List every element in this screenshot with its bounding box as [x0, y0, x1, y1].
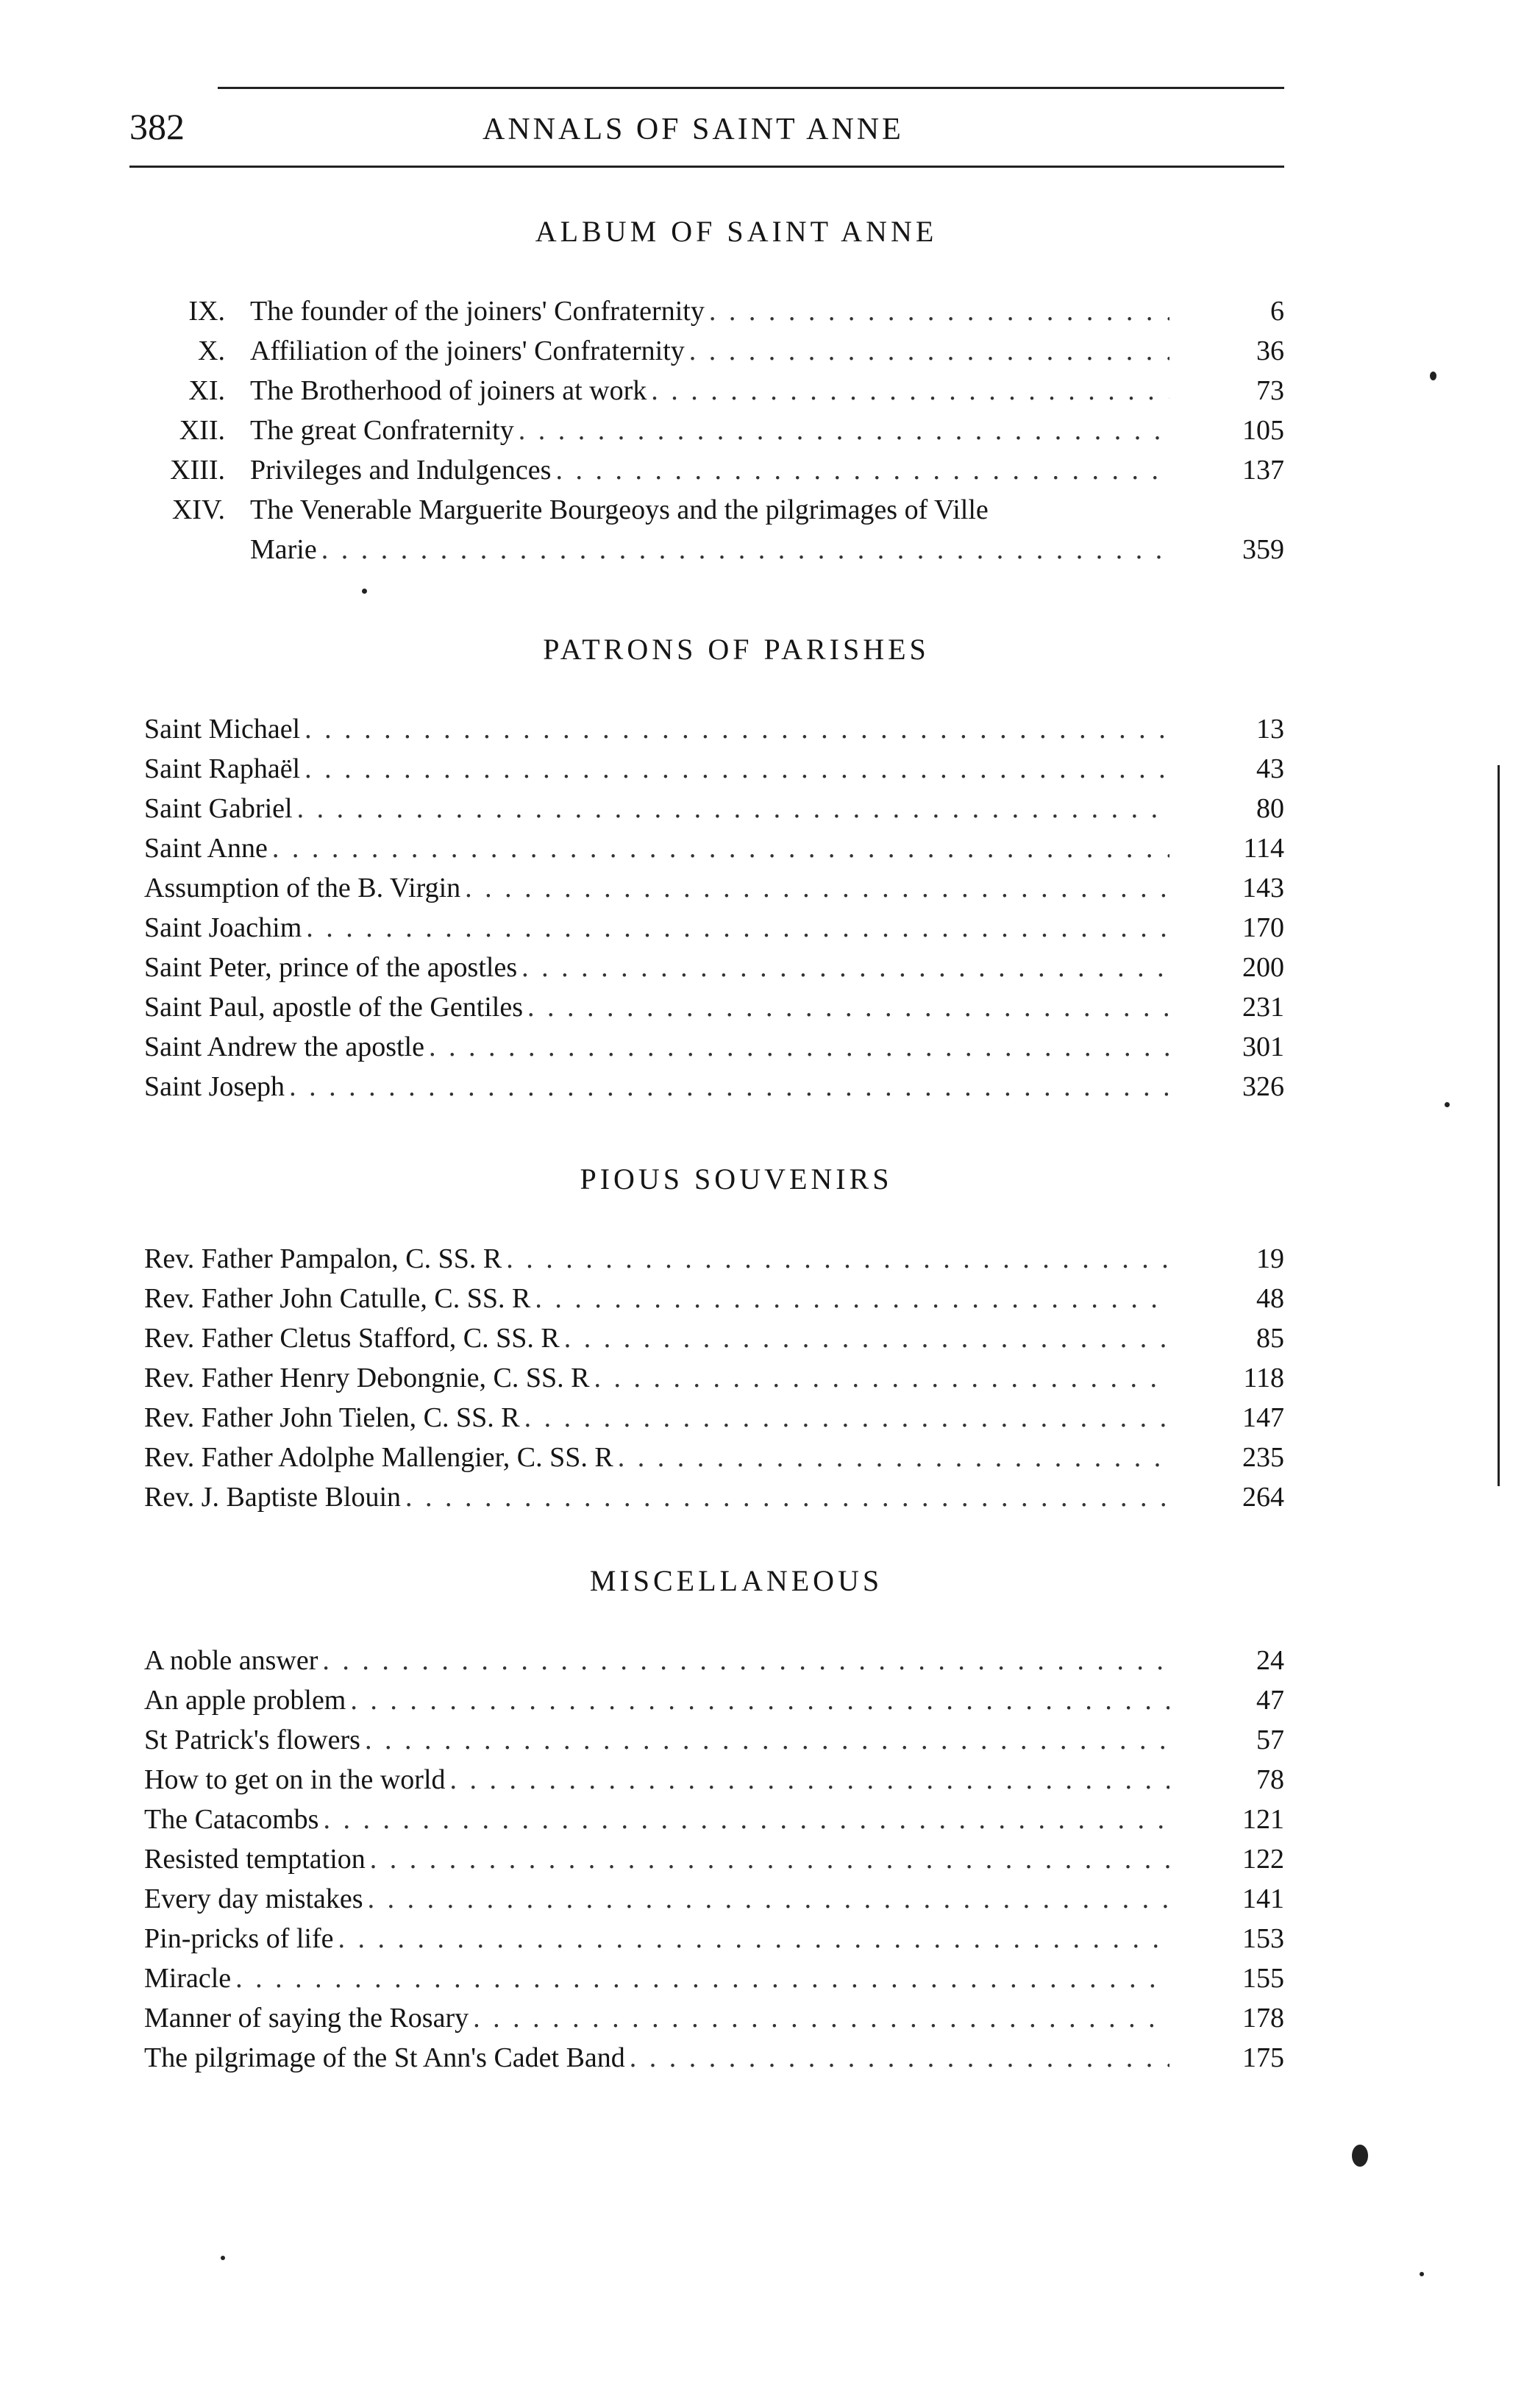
entry-page: 231 [1242, 992, 1284, 1023]
entry-title: Rev. Father Henry Debongnie, C. SS. R [144, 1363, 590, 1393]
ink-speck [1420, 2272, 1424, 2276]
entry-page: 6 [1270, 296, 1284, 327]
toc-entry[interactable] [144, 1998, 1284, 2038]
page-edge-rule [1498, 765, 1500, 1486]
entry-title: Assumption of the B. Virgin [144, 873, 461, 903]
entry-page: 175 [1242, 2042, 1284, 2073]
dot-leader [370, 1839, 1169, 1879]
toc-entry[interactable] [144, 868, 1284, 908]
entry-title-continued: Marie [250, 534, 317, 565]
running-head [129, 87, 1284, 168]
entry-title: The great Confraternity [250, 415, 514, 446]
dot-leader [564, 1318, 1169, 1358]
dot-leader [473, 1998, 1169, 2038]
toc-entry[interactable] [144, 371, 1284, 411]
ink-speck [1445, 1102, 1450, 1107]
dot-leader [521, 948, 1169, 987]
entry-title: The Catacombs [144, 1804, 319, 1835]
entry-page: 73 [1256, 375, 1284, 406]
entry-numeral: IX. [188, 296, 225, 327]
dot-leader [365, 1720, 1169, 1760]
entry-page: 47 [1256, 1685, 1284, 1716]
dot-leader [651, 371, 1169, 411]
toc-entry[interactable] [144, 1641, 1284, 1680]
toc-entry[interactable] [144, 1398, 1284, 1438]
entry-title: Manner of saying the Rosary [144, 2003, 469, 2034]
toc-entry[interactable] [144, 1958, 1284, 1998]
entry-page: 153 [1242, 1923, 1284, 1954]
dot-leader [506, 1239, 1169, 1279]
toc-entry[interactable] [144, 1720, 1284, 1760]
entry-page: 178 [1242, 2003, 1284, 2034]
page-number: 382 [129, 106, 185, 147]
toc-entry[interactable] [144, 1279, 1284, 1318]
entry-title: An apple problem [144, 1685, 346, 1716]
entry-title: The Venerable Marguerite Bourgeoys and the pilgrimages of Ville [250, 494, 989, 525]
toc-entry[interactable] [144, 1760, 1284, 1800]
section-heading: PATRONS OF PARISHES [543, 633, 930, 666]
entry-page: 326 [1242, 1071, 1284, 1102]
toc-entry[interactable] [144, 450, 1284, 490]
toc-entry[interactable] [144, 749, 1284, 789]
dot-leader [305, 749, 1169, 789]
entry-title: Saint Michael [144, 714, 301, 745]
ink-speck [221, 2256, 225, 2260]
section-pious-souvenirs [144, 1161, 1284, 1517]
dot-leader [555, 450, 1169, 490]
toc-entry[interactable] [144, 1800, 1284, 1839]
entry-title: Saint Peter, prince of the apostles [144, 952, 518, 983]
toc-entry[interactable] [144, 411, 1284, 450]
entry-title: A noble answer [144, 1645, 318, 1676]
entry-page: 137 [1242, 455, 1284, 486]
dot-leader [272, 828, 1169, 868]
dot-leader [524, 1398, 1169, 1438]
entry-title: The Brotherhood of joiners at work [250, 375, 647, 406]
entry-title: The pilgrimage of the St Ann's Cadet Band [144, 2042, 625, 2073]
toc-entry[interactable] [144, 789, 1284, 828]
entry-title: Saint Paul, apostle of the Gentiles [144, 992, 524, 1023]
entry-title: Rev. Father Pampalon, C. SS. R [144, 1243, 502, 1274]
entry-title: Rev. Father John Catulle, C. SS. R [144, 1283, 531, 1314]
section-miscellaneous [144, 1563, 1284, 2078]
entry-page: 170 [1242, 912, 1284, 943]
toc-entry[interactable] [144, 1027, 1284, 1067]
entry-title: Saint Anne [144, 833, 268, 864]
toc-entry[interactable] [144, 1477, 1284, 1517]
dot-leader [305, 709, 1169, 749]
ink-speck [362, 589, 367, 594]
entry-title: Miracle [144, 1963, 232, 1994]
dot-leader [350, 1680, 1169, 1720]
toc-entry[interactable] [144, 1067, 1284, 1107]
dot-leader [519, 411, 1169, 450]
entry-title: Pin-pricks of life [144, 1923, 334, 1954]
entry-title: The founder of the joiners' Confraternity [250, 296, 705, 327]
entry-list [144, 291, 1284, 569]
entry-title: Resisted temptation [144, 1844, 366, 1875]
toc-entry[interactable] [144, 1839, 1284, 1879]
entry-page: 141 [1242, 1883, 1284, 1914]
entry-title: Rev. J. Baptiste Blouin [144, 1482, 402, 1513]
entry-page: 155 [1242, 1963, 1284, 1994]
dot-leader [535, 1279, 1169, 1318]
entry-page: 105 [1242, 415, 1284, 446]
entry-title: Saint Gabriel [144, 793, 293, 824]
header-rule-bottom [129, 166, 1284, 168]
entry-page: 85 [1256, 1323, 1284, 1354]
entry-page: 19 [1256, 1243, 1284, 1274]
entry-page: 121 [1242, 1804, 1284, 1835]
header-rule-top [218, 87, 1284, 89]
dot-leader [297, 789, 1169, 828]
toc-entry[interactable] [144, 948, 1284, 987]
dot-leader [321, 530, 1169, 569]
dot-leader [630, 2038, 1169, 2078]
ink-speck [1430, 372, 1436, 380]
dot-leader [527, 987, 1169, 1027]
entry-page: 114 [1243, 833, 1284, 864]
entry-list [144, 1641, 1284, 2078]
entry-title: Saint Andrew the apostle [144, 1031, 424, 1062]
entry-title: Every day mistakes [144, 1883, 363, 1914]
entry-page: 264 [1242, 1482, 1284, 1513]
entry-page: 48 [1256, 1283, 1284, 1314]
ink-speck [1352, 2145, 1368, 2167]
toc-entry[interactable] [144, 1879, 1284, 1919]
entry-page: 143 [1242, 873, 1284, 903]
section-heading: MISCELLANEOUS [589, 1564, 883, 1597]
dot-leader [709, 291, 1169, 331]
running-title: ANNALS OF SAINT ANNE [483, 113, 904, 146]
section-heading: ALBUM OF SAINT ANNE [535, 215, 938, 248]
entry-page: 78 [1256, 1764, 1284, 1795]
entry-numeral: XIV. [171, 494, 225, 525]
toc-entry[interactable] [144, 1358, 1284, 1398]
dot-leader [618, 1438, 1169, 1477]
dot-leader [368, 1879, 1169, 1919]
toc-entry[interactable] [144, 709, 1284, 749]
dot-leader [689, 331, 1169, 371]
entry-page: 147 [1242, 1402, 1284, 1433]
entry-numeral: XI. [188, 375, 225, 406]
entry-page: 200 [1242, 952, 1284, 983]
toc-entry[interactable] [144, 291, 1284, 331]
entry-page: 359 [1242, 534, 1284, 565]
dot-leader [465, 868, 1169, 908]
entry-list [144, 709, 1284, 1107]
entry-title: Privileges and Indulgences [250, 455, 552, 486]
entry-numeral: XIII. [170, 455, 225, 486]
entry-title: Affiliation of the joiners' Confraternity [250, 335, 685, 366]
entry-page: 80 [1256, 793, 1284, 824]
entry-title: St Patrick's flowers [144, 1725, 360, 1755]
dot-leader [594, 1358, 1169, 1398]
entry-title: Saint Raphaël [144, 753, 301, 784]
entry-title: Saint Joachim [144, 912, 302, 943]
entry-page: 118 [1243, 1363, 1284, 1393]
toc-entry[interactable] [144, 1919, 1284, 1958]
toc-entry[interactable] [144, 1680, 1284, 1720]
entry-page: 36 [1256, 335, 1284, 366]
section-heading: PIOUS SOUVENIRS [580, 1162, 893, 1196]
dot-leader [450, 1760, 1169, 1800]
toc-entry[interactable] [144, 828, 1284, 868]
entry-page: 57 [1256, 1725, 1284, 1755]
toc-entry[interactable] [144, 331, 1284, 371]
entry-title: How to get on in the world [144, 1764, 446, 1795]
toc-entry[interactable] [144, 987, 1284, 1027]
entry-page: 301 [1242, 1031, 1284, 1062]
dot-leader [323, 1800, 1169, 1839]
entry-numeral: XII. [179, 415, 225, 446]
toc-entry[interactable] [144, 1239, 1284, 1279]
dot-leader [235, 1958, 1169, 1998]
toc-entry[interactable] [144, 908, 1284, 948]
toc-entry[interactable] [144, 1318, 1284, 1358]
entry-numeral: X. [198, 335, 225, 366]
entry-page: 235 [1242, 1442, 1284, 1473]
entry-title: Rev. Father John Tielen, C. SS. R [144, 1402, 520, 1433]
dot-leader [429, 1027, 1169, 1067]
entry-title: Rev. Father Cletus Stafford, C. SS. R [144, 1323, 560, 1354]
dot-leader [338, 1919, 1169, 1958]
toc-entry[interactable] [144, 490, 1284, 569]
section-album-of-saint-anne [144, 213, 1284, 569]
dot-leader [405, 1477, 1169, 1517]
entry-title: Saint Joseph [144, 1071, 285, 1102]
dot-leader [322, 1641, 1169, 1680]
entry-page: 24 [1256, 1645, 1284, 1676]
entry-page: 13 [1256, 714, 1284, 745]
entry-page: 122 [1242, 1844, 1284, 1875]
dot-leader [306, 908, 1169, 948]
entry-list [144, 1239, 1284, 1517]
entry-page: 43 [1256, 753, 1284, 784]
section-patrons-of-parishes [144, 631, 1284, 1107]
entry-title: Rev. Father Adolphe Mallengier, C. SS. R [144, 1442, 613, 1473]
dot-leader [289, 1067, 1169, 1107]
toc-entry[interactable] [144, 2038, 1284, 2078]
toc-entry[interactable] [144, 1438, 1284, 1477]
